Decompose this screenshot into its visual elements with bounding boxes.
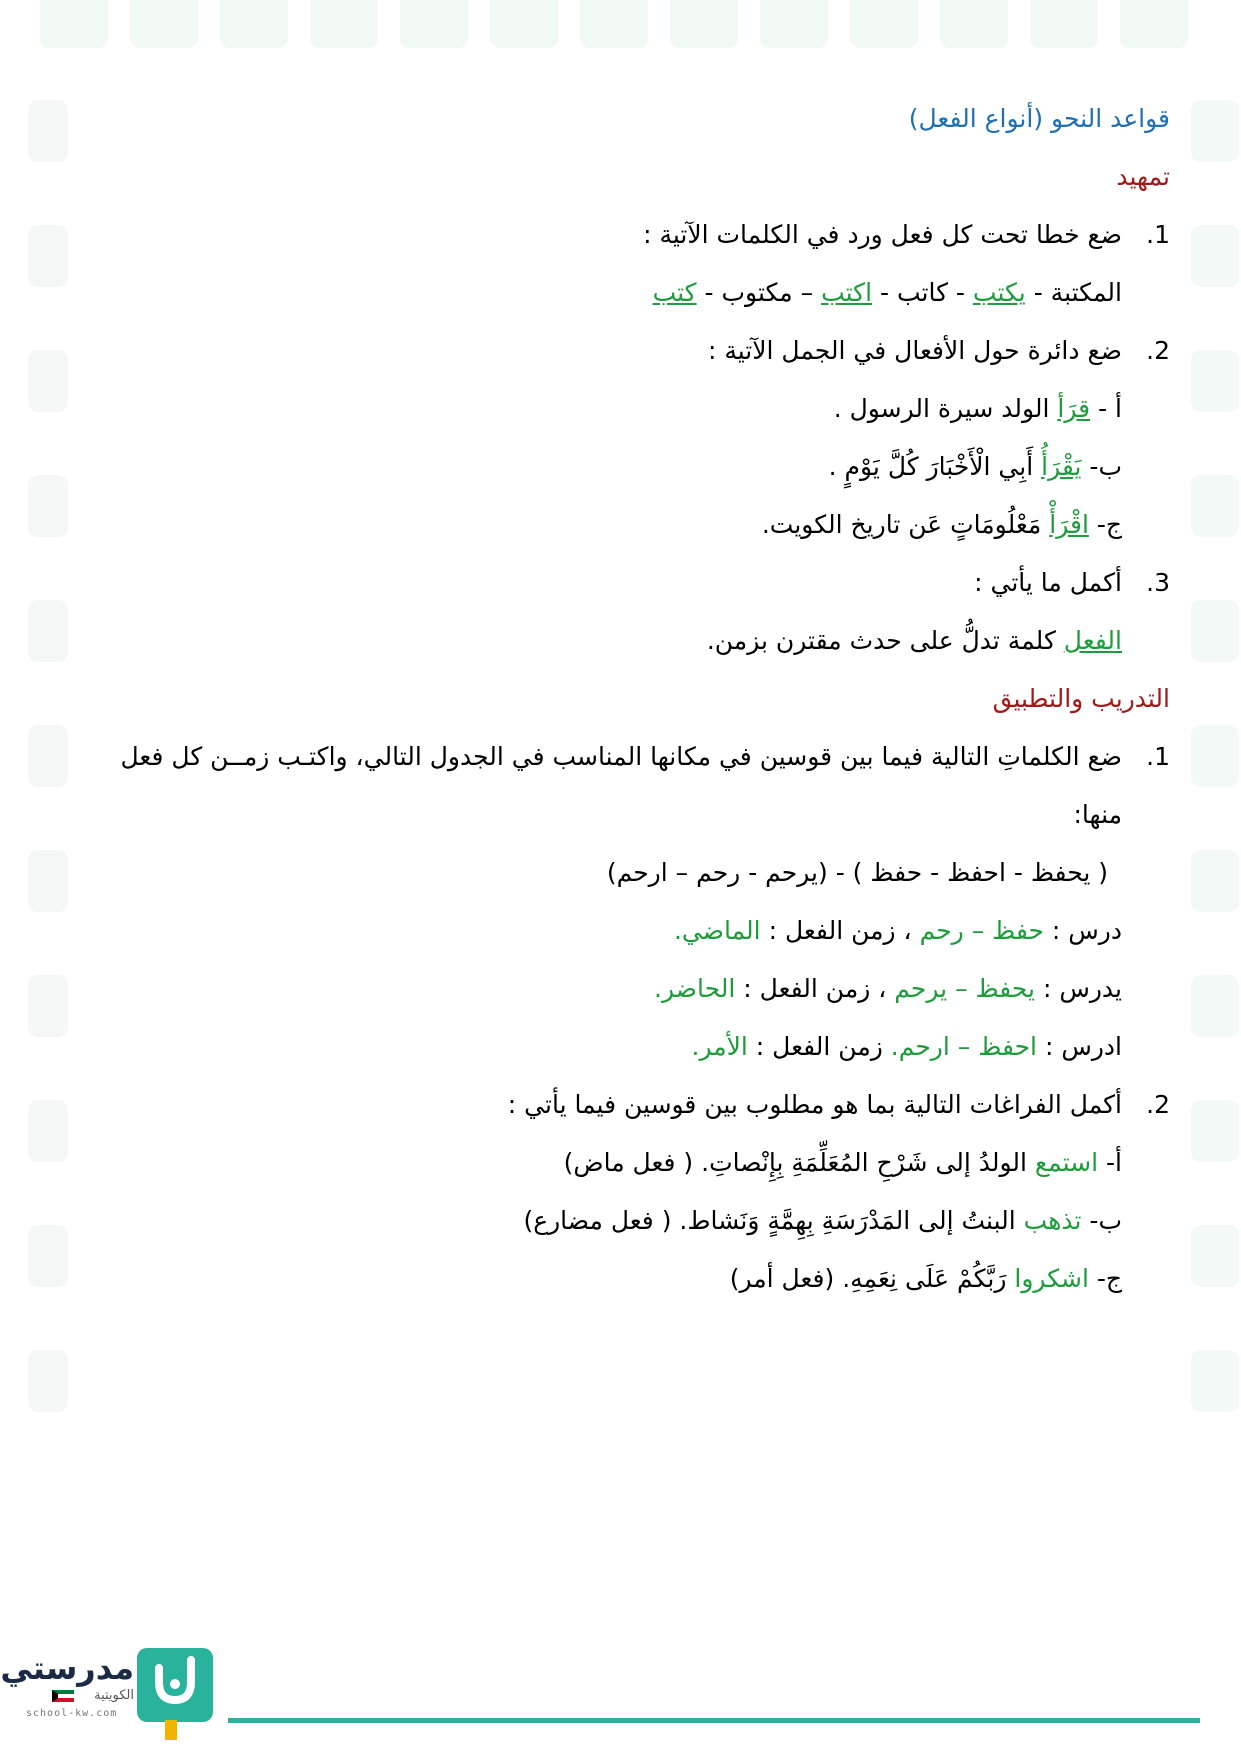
item-label: ج- (1088, 510, 1122, 539)
brand-logo-stem (165, 1720, 177, 1740)
practice-heading: التدريب والتطبيق (992, 684, 1170, 713)
question-number: 1. (1146, 220, 1170, 249)
verbs-answer: حفظ – رحم (919, 916, 1044, 945)
row-mid: ، زمن الفعل : (735, 974, 895, 1003)
sentence-item (110, 1134, 1170, 1192)
row-mid: زمن الفعل : (747, 1032, 891, 1061)
word: – مكتوب - (696, 278, 822, 307)
verbs-answer: يحفظ – يرحم (894, 974, 1035, 1003)
tense-answer: الأمر. (691, 1032, 748, 1061)
verb-answer: استمع (1034, 1148, 1099, 1177)
watermark-logo (1191, 850, 1239, 912)
watermark-logo (28, 725, 68, 787)
word: - كاتب - (872, 278, 973, 307)
watermark-logo (940, 0, 1008, 48)
verb-answer: يكتب (972, 278, 1026, 307)
row-label: يدرس : (1035, 974, 1122, 1003)
definition-rest: كلمة تدلُّ على حدث مقترن بزمن. (706, 626, 1064, 655)
table-row (110, 902, 1170, 960)
verb-answer: اشكروا (1014, 1264, 1089, 1293)
watermark-logo (28, 100, 68, 162)
watermark-logo (28, 1225, 68, 1287)
watermark-logo (28, 475, 68, 537)
watermark-logo (580, 0, 648, 48)
intro-question-2 (110, 322, 1170, 380)
table-row (110, 1018, 1170, 1076)
watermark-logo (310, 0, 378, 48)
brand-url: school-kw.com (26, 1708, 118, 1719)
practice-question-2 (110, 1076, 1170, 1134)
watermark-logo (1120, 0, 1188, 48)
watermark-logo (760, 0, 828, 48)
row-label: درس : (1043, 916, 1122, 945)
sentence-item (110, 1250, 1170, 1308)
item-label: ج- (1088, 1264, 1122, 1293)
kuwait-flag-icon (52, 1690, 74, 1702)
watermark-logo (130, 0, 198, 48)
watermark-logo (40, 0, 108, 48)
sentence-item (110, 380, 1170, 438)
watermark-logo (1030, 0, 1098, 48)
row-label: ادرس : (1037, 1032, 1122, 1061)
brand-subtitle: الكويتية (94, 1688, 134, 1703)
watermark-logo (1191, 975, 1239, 1037)
intro-question-3 (110, 554, 1170, 612)
watermark-logo (1191, 600, 1239, 662)
sentence-rest: أَبِي الْأَخْبَارَ كُلَّ يَوْمٍ . (828, 452, 1042, 481)
verb-answer: يَقْرَأُ (1041, 452, 1082, 481)
page-title (110, 90, 1170, 148)
sentence-rest: رَبَّكُمْ عَلَى نِعَمِهِ. (فعل أمر) (729, 1264, 1015, 1293)
verb-answer: الفعل (1063, 626, 1122, 655)
watermark-logo (1191, 1225, 1239, 1287)
question-text: ضع دائرة حول الأفعال في الجمل الآتية : (707, 336, 1122, 365)
item-label: أ - (1090, 394, 1122, 423)
watermark-logo (490, 0, 558, 48)
verb-answer: اكتب (821, 278, 873, 307)
watermark-logo (1191, 225, 1239, 287)
question-text: ضع الكلماتِ التالية فيما بين قوسين في مكانها المناسب في الجدول التالي، واكتـب زمــن كل فعل (120, 742, 1122, 771)
title-main: قواعد النحو (1051, 104, 1170, 133)
verbs-answer: احفظ – ارحم. (890, 1032, 1037, 1061)
watermark-logo (1191, 1100, 1239, 1162)
word: المكتبة - (1025, 278, 1122, 307)
brand-logo-icon (137, 1648, 213, 1722)
brand-name: مدرستي (0, 1649, 134, 1687)
watermark-strip (0, 0, 1241, 50)
verb-answer: تذهب (1023, 1206, 1082, 1235)
worksheet-content (110, 90, 1170, 1308)
sentence-rest: الولد سيرة الرسول . (833, 394, 1058, 423)
title-subject: (أنواع الفعل) (908, 104, 1044, 133)
footer-rule (228, 1718, 1200, 1723)
practice-question-1 (110, 728, 1170, 786)
sentence-item (110, 438, 1170, 496)
verb-answer: كتب (652, 278, 697, 307)
question-number: 3. (1146, 568, 1170, 597)
watermark-logo (1191, 350, 1239, 412)
watermark-logo (28, 600, 68, 662)
watermark-logo (28, 1100, 68, 1162)
verb-answer: اقْرَأْ (1049, 510, 1089, 539)
watermark-logo (28, 225, 68, 287)
tense-answer: الحاضر. (654, 974, 736, 1003)
sentence-rest: مَعْلُومَاتٍ عَن تاريخ الكويت. (761, 510, 1050, 539)
question-text: أكمل الفراغات التالية بما هو مطلوب بين قوسين فيما يأتي : (507, 1090, 1122, 1119)
sentence-item (110, 496, 1170, 554)
item-label: ب- (1081, 452, 1122, 481)
watermark-logo (220, 0, 288, 48)
definition-answer (110, 612, 1170, 670)
watermark-logo (850, 0, 918, 48)
watermark-logo (400, 0, 468, 48)
row-mid: ، زمن الفعل : (760, 916, 920, 945)
question-number: 1. (1146, 742, 1170, 771)
verb-answer: قرَأ (1057, 394, 1091, 423)
sentence-rest: البنتُ إلى المَدْرَسَةِ بِهِمَّةٍ وَنَشاط. ( فعل مضارع) (523, 1206, 1024, 1235)
watermark-logo (1191, 475, 1239, 537)
watermark-logo (1191, 725, 1239, 787)
watermark-logo (28, 975, 68, 1037)
watermark-logo (1191, 100, 1239, 162)
item-label: أ- (1098, 1148, 1122, 1177)
question-number: 2. (1146, 1090, 1170, 1119)
sentence-item (110, 1192, 1170, 1250)
question-number: 2. (1146, 336, 1170, 365)
watermark-logo (28, 1350, 68, 1412)
table-row (110, 960, 1170, 1018)
watermark-logo (670, 0, 738, 48)
watermark-logo (28, 850, 68, 912)
intro-question-1 (110, 206, 1170, 264)
tense-answer: الماضي. (673, 916, 761, 945)
sentence-rest: الولدُ إلى شَرْحِ المُعَلِّمَةِ بِإِنْصاتِ. ( فعل ماض) (563, 1148, 1035, 1177)
watermark-logo (1191, 1350, 1239, 1412)
question-text-continued: منها: (1073, 800, 1122, 829)
question-text: ضع خطا تحت كل فعل ورد في الكلمات الآتية : (643, 220, 1122, 249)
intro-heading: تمهيد (1116, 162, 1170, 191)
question-text: أكمل ما يأتي : (974, 568, 1122, 597)
item-label: ب- (1081, 1206, 1122, 1235)
word-bank: ( يحفظ - احفظ - حفظ ) - (يرحم - رحم – ارحم) (606, 858, 1108, 887)
watermark-logo (28, 350, 68, 412)
intro-words (110, 264, 1170, 322)
